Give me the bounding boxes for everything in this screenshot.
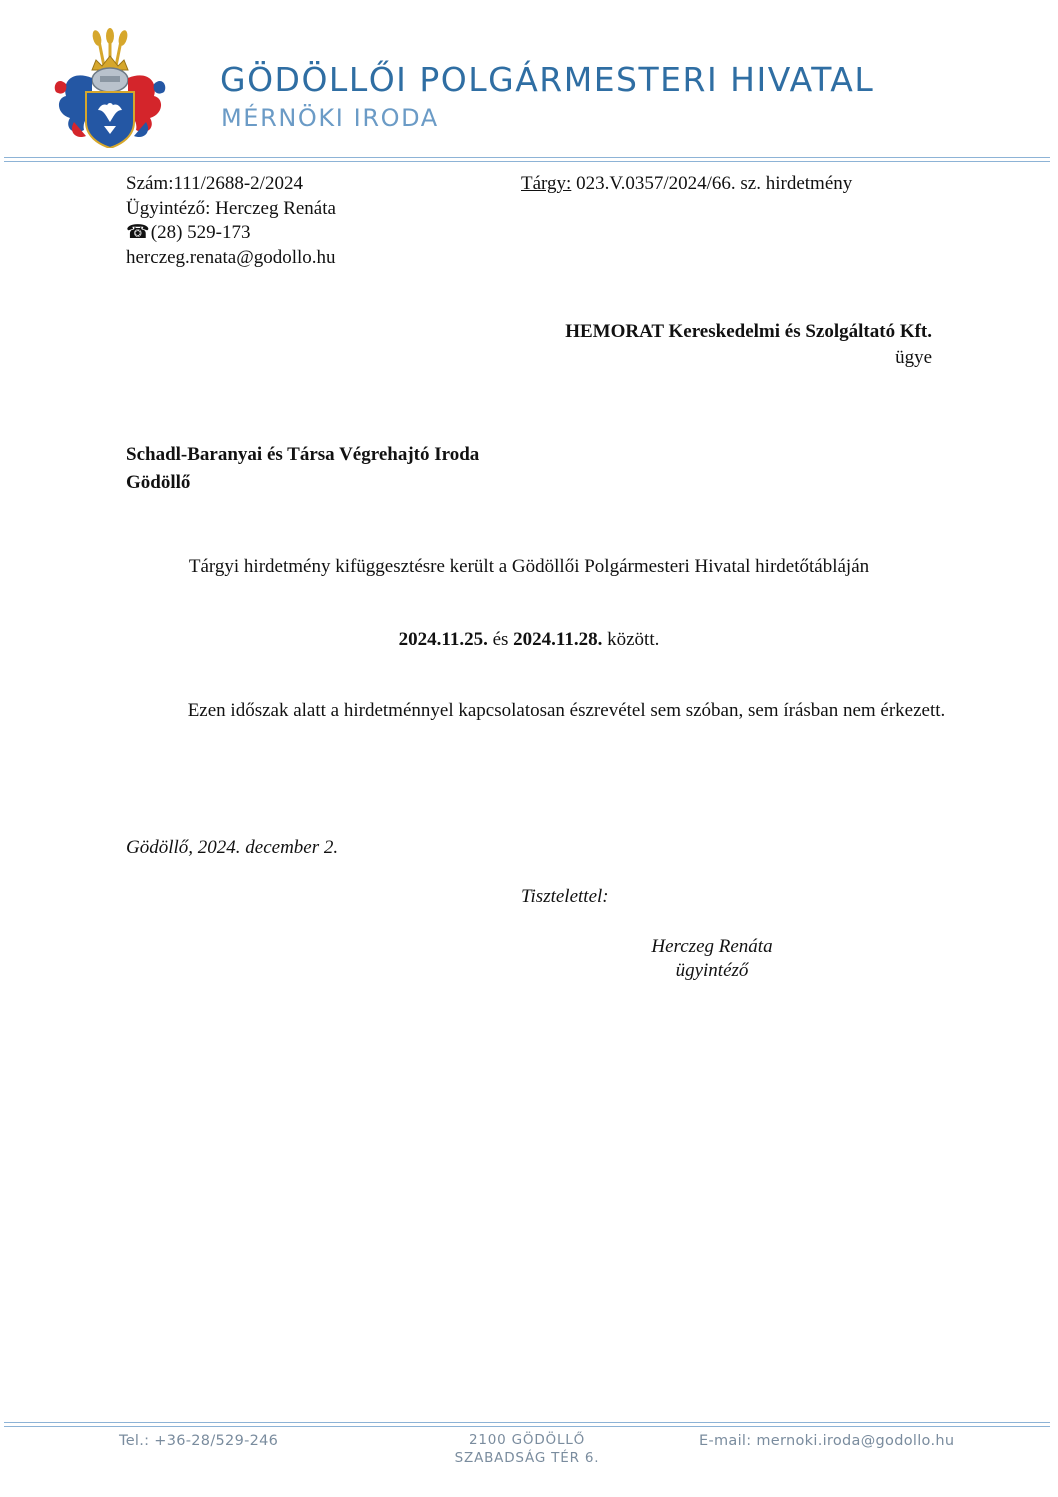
closing-regards: Tisztelettel: bbox=[521, 886, 609, 907]
department-subtitle: MÉRNÖKI IRODA bbox=[221, 104, 439, 132]
signer-name: Herczeg Renáta bbox=[651, 936, 773, 957]
date-from: 2024.11.25. bbox=[398, 629, 488, 650]
posting-period bbox=[0, 629, 1058, 651]
notice-paragraph: Tárgyi hirdetmény kifüggesztésre került a Gödöllői Polgármesteri Hivatal hirdetőtábláján bbox=[188, 556, 870, 577]
organization-title: GÖDÖLLŐI POLGÁRMESTERI HIVATAL bbox=[220, 60, 875, 99]
subject-label: Tárgy: bbox=[521, 173, 572, 194]
phone-number: (28) 529-173 bbox=[150, 222, 251, 243]
reference-number: Szám:111/2688-2/2024 bbox=[126, 173, 303, 194]
footer-email[interactable]: E-mail: mernoki.iroda@godollo.hu bbox=[699, 1433, 955, 1449]
subject-value: 023.V.0357/2024/66. sz. hirdetmény bbox=[571, 173, 853, 194]
reference-block bbox=[126, 172, 336, 270]
subject-line bbox=[521, 172, 852, 197]
phone-line bbox=[126, 221, 336, 246]
signer-role: ügyintéző bbox=[675, 960, 749, 981]
place-date: Gödöllő, 2024. december 2. bbox=[126, 837, 339, 858]
date-connector: és bbox=[487, 629, 514, 650]
footer-address-line2: SZABADSÁG TÉR 6. bbox=[454, 1450, 600, 1466]
recipient-city: Gödöllő bbox=[126, 472, 191, 493]
handler-email[interactable]: herczeg.renata@godollo.hu bbox=[126, 246, 336, 268]
party-block bbox=[565, 319, 932, 371]
recipient-block bbox=[126, 441, 479, 497]
signature-block bbox=[612, 935, 812, 983]
footer-address bbox=[440, 1431, 614, 1467]
header-divider bbox=[4, 157, 1050, 162]
party-name: HEMORAT Kereskedelmi és Szolgáltató Kft. bbox=[565, 321, 932, 342]
remarks-paragraph: Ezen időszak alatt a hirdetménnyel kapcsolatosan észrevétel sem szóban, sem írásban nem érkezett. bbox=[187, 700, 946, 721]
footer-divider bbox=[4, 1422, 1050, 1427]
recipient-name: Schadl-Baranyai és Társa Végrehajtó Iroda bbox=[126, 444, 480, 465]
footer-address-line1: 2100 GÖDÖLLŐ bbox=[468, 1432, 586, 1448]
date-between: között. bbox=[602, 629, 660, 650]
party-suffix: ügye bbox=[895, 347, 932, 368]
case-handler: Ügyintéző: Herczeg Renáta bbox=[126, 197, 336, 219]
date-to: 2024.11.28. bbox=[513, 629, 603, 650]
coat-of-arms-icon bbox=[52, 26, 168, 148]
footer-phone: Tel.: +36-28/529-246 bbox=[119, 1433, 279, 1449]
telephone-icon: ☎ bbox=[126, 222, 150, 243]
